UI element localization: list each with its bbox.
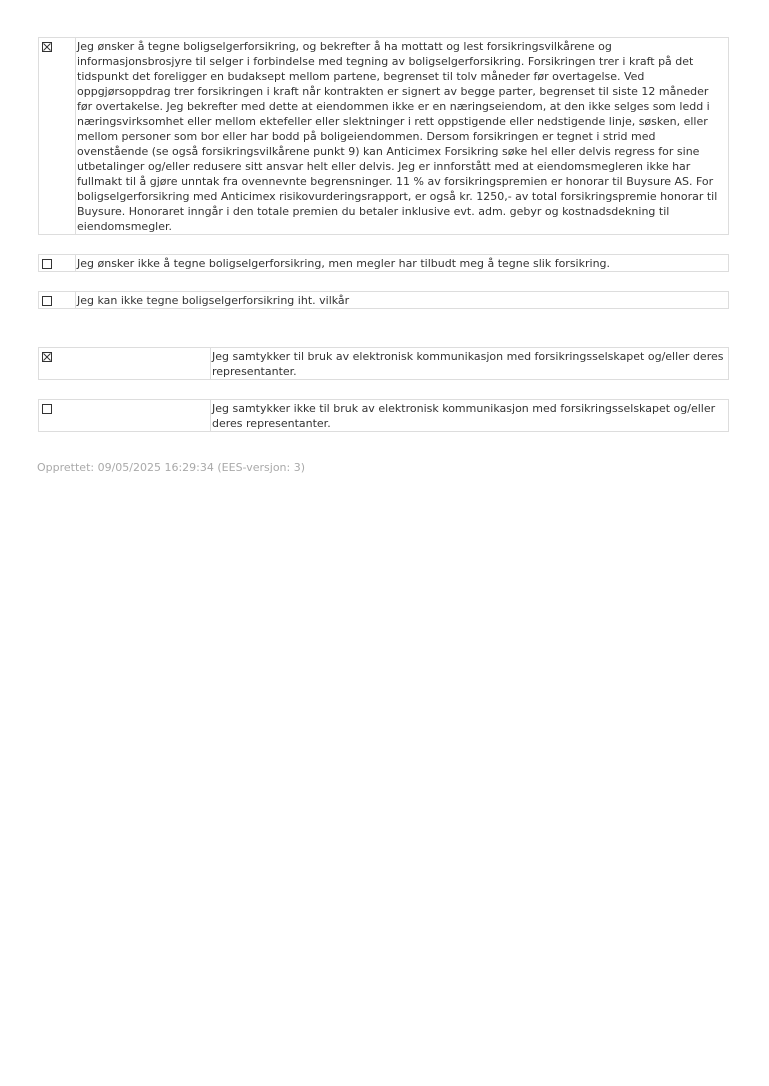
insurance-accept-text: Jeg ønsker å tegne boligselgerforsikring, og bekrefter å ha mottatt og lest forsikringsvilkårene og informasjonsbrosjyre til selger i forbindelse med tegning av boligselgerforsikring. Forsikringen trer i kraft på det tidspunkt det foreligger en budaksept mellom partene, begrenset til tolv måneder før overtagelse. Ved oppgjørsoppdrag trer forsikringen i kraft når kontrakten er signert av begge parter, begrenset til siste 12 måneder før overtakelse. Jeg bekrefter med dette at eiendommen ikke er en næringseiendom, at den ikke selges som ledd i næringsvirksomhet eller mellom ektefeller eller slektninger i rett oppstigende eller nedstigende linje, søsken, eller mellom personer som bor eller har bodd på boligeiendommen. Dersom forsikringen er tegnet i strid med ovenstående (se også forsikringsvilkårene punkt 9) kan Anticimex Forsikring søke hel eller delvis regress for sine utbetalinger og/eller redusere sitt ansvar helt eller delvis. Jeg er innforstått med at eiendomsmegleren ikke har fullmakt til å gjøre unntak fra ovennevnte begrensninger. 11 % av forsikringspremien er honorar til Buysure AS. For boligselgerforsikring med Anticimex risikovurderingsrapport, er også kr. 1250,- av total forsikringspremie honorar til Buysure. Honoraret inngår i den totale premien du betaler inklusive evt. adm. gebyr og kostnadsdekning til eiendomsmegler. (77, 40, 718, 233)
electronic-consent-text: Jeg samtykker til bruk av elektronisk kommunikasjon med forsikringsselskapet og/eller deres representanter. (212, 350, 724, 378)
checkbox-cell (39, 38, 76, 234)
insurance-not-eligible-row (38, 291, 729, 309)
checkbox-cell (39, 400, 211, 431)
checked-box-icon (43, 353, 51, 361)
electronic-no-consent-text: Jeg samtykker ikke til bruk av elektronisk kommunikasjon med forsikringsselskapet og/eller deres representanter. (212, 402, 716, 430)
checkbox-cell (39, 348, 211, 379)
insurance-decline-row (38, 254, 729, 272)
insurance-not-eligible-text: Jeg kan ikke tegne boligselgerforsikring iht. vilkår (77, 294, 350, 307)
checkbox-cell (39, 292, 76, 308)
electronic-no-consent-checkbox[interactable] (42, 404, 52, 414)
electronic-consent-checkbox[interactable] (42, 352, 52, 362)
electronic-consent-row (38, 347, 729, 380)
electronic-no-consent-row (38, 399, 729, 432)
checked-box-icon (43, 43, 51, 51)
insurance-decline-text: Jeg ønsker ikke å tegne boligselgerforsikring, men megler har tilbudt meg å tegne slik forsikring. (77, 257, 611, 270)
insurance-decline-checkbox[interactable] (42, 259, 52, 269)
insurance-accept-row (38, 37, 729, 235)
checkbox-cell (39, 255, 76, 271)
created-timestamp: Opprettet: 09/05/2025 16:29:34 (EES-versjon: 3) (37, 461, 306, 474)
insurance-not-eligible-checkbox[interactable] (42, 296, 52, 306)
insurance-accept-checkbox[interactable] (42, 42, 52, 52)
